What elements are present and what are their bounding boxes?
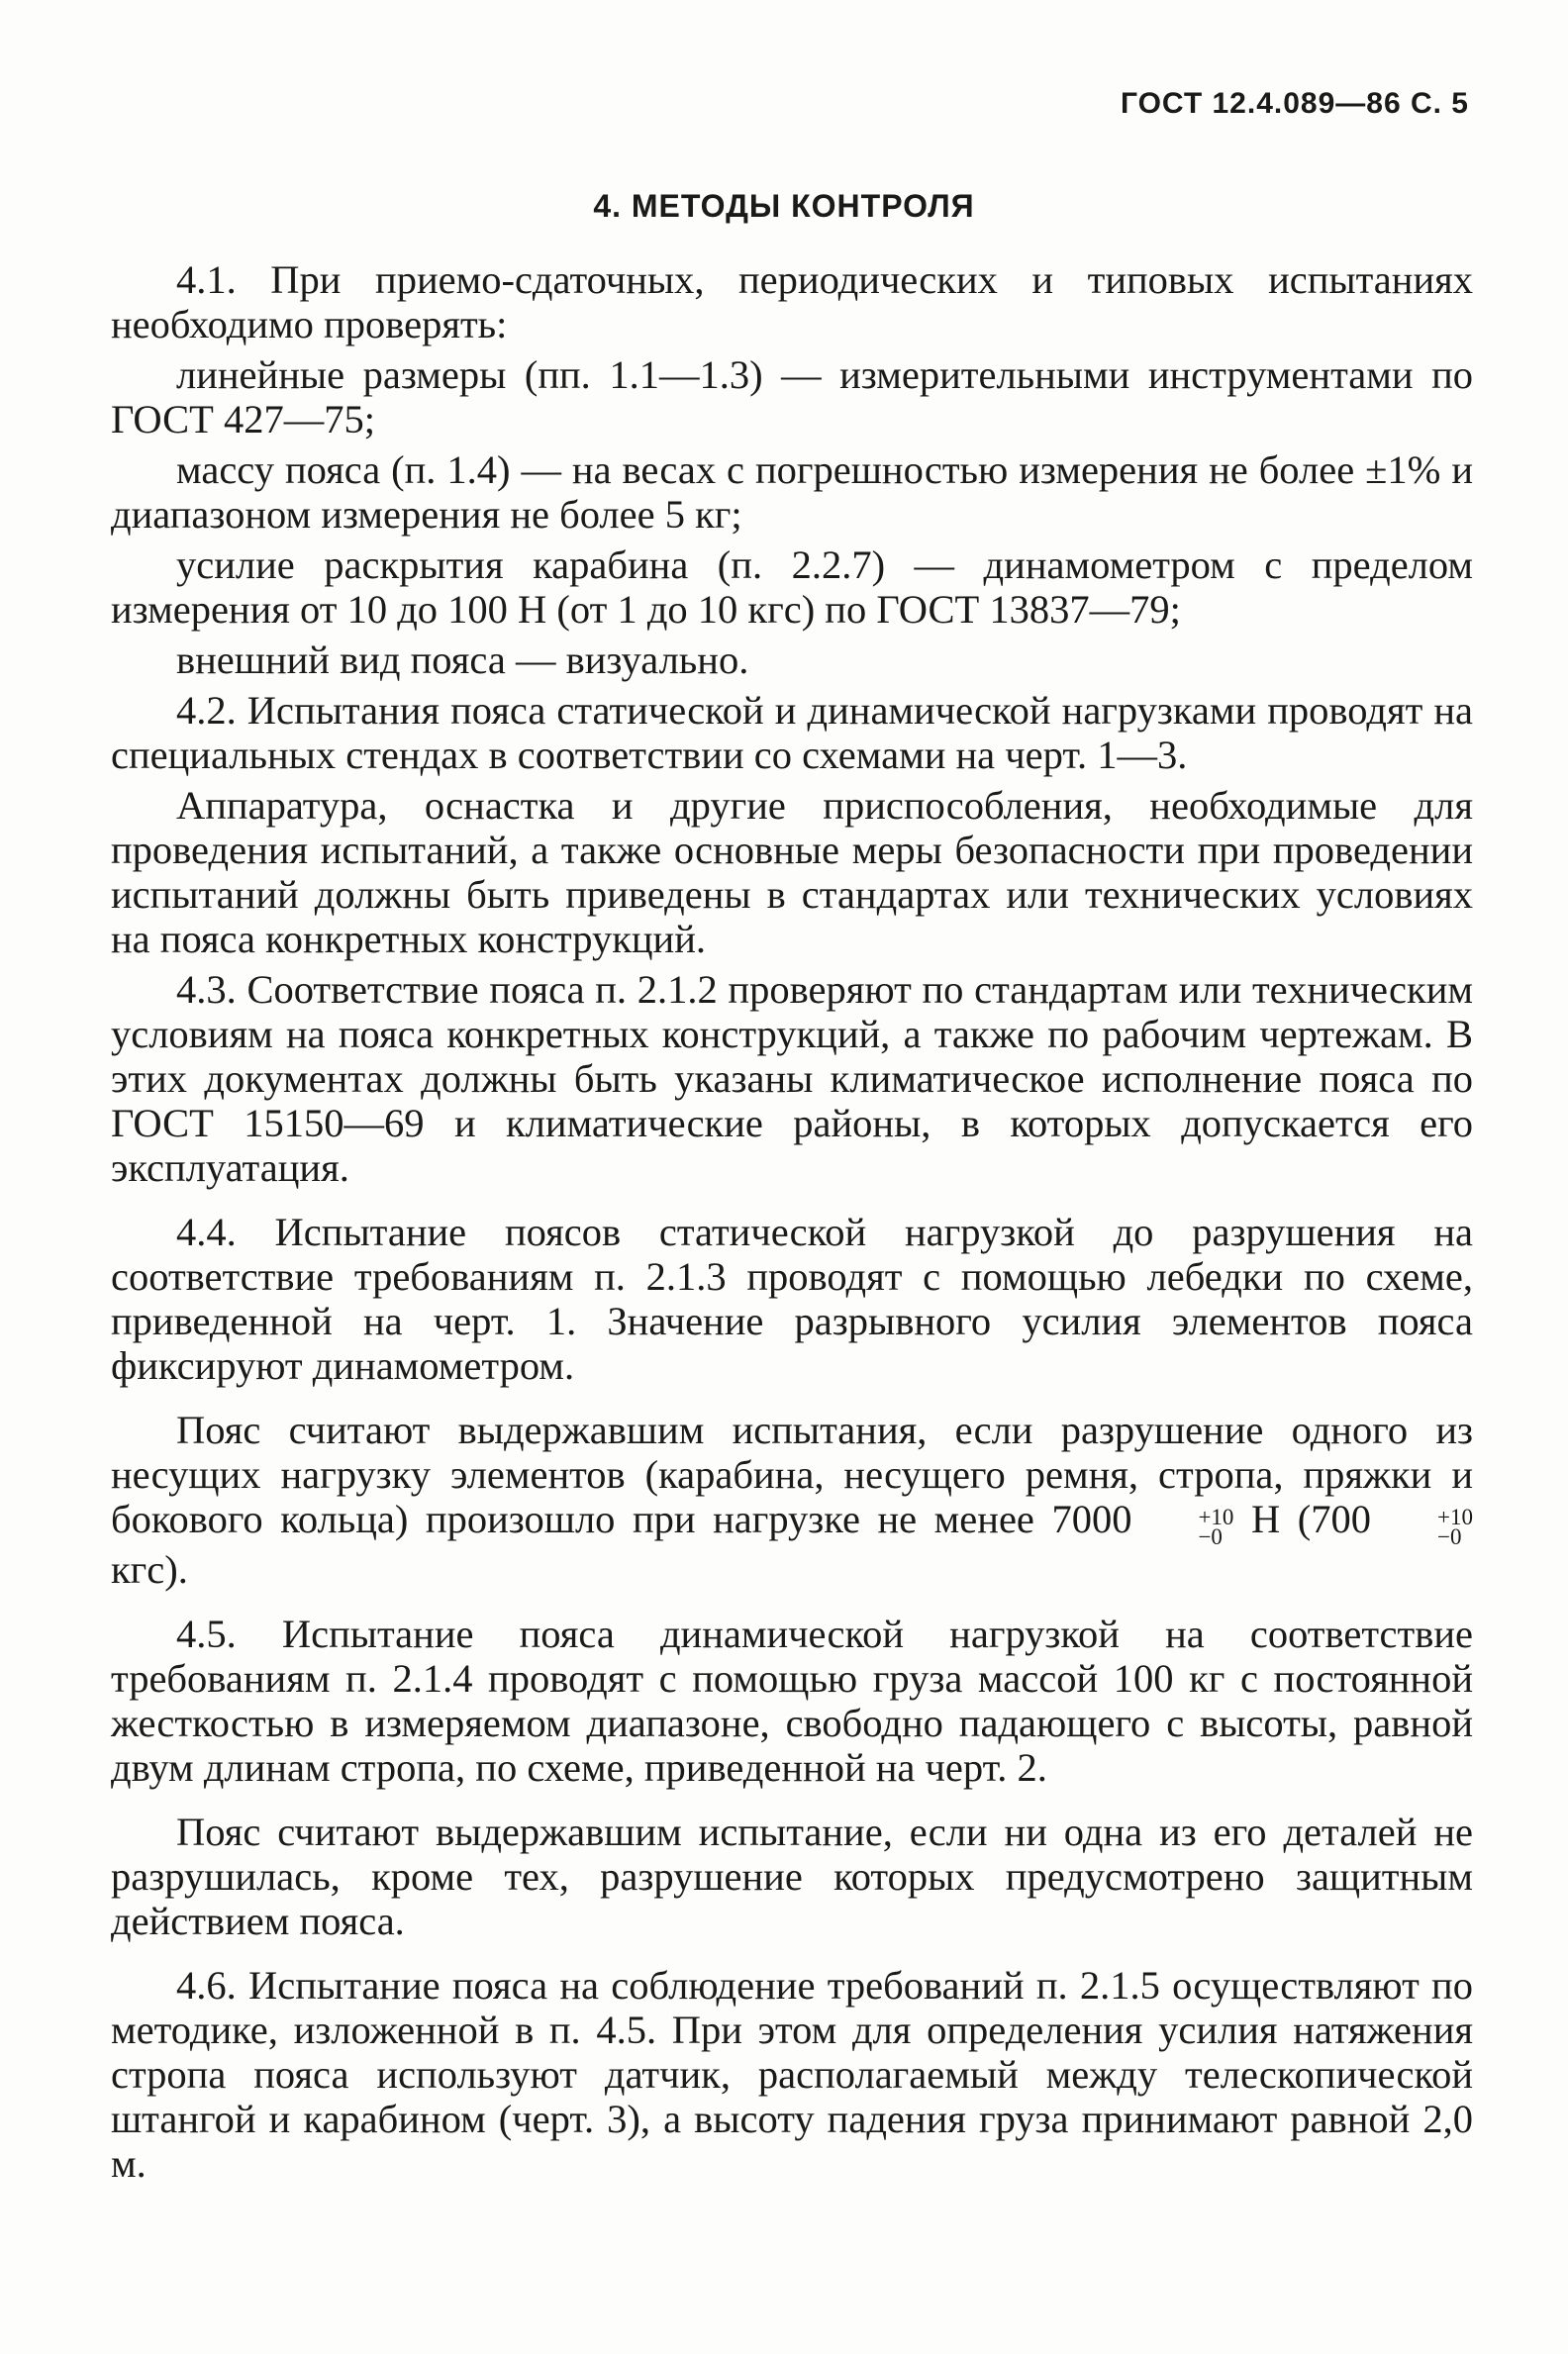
- paragraph-4-3: 4.3. Соответствие пояса п. 2.1.2 проверяют по стандартам или техническим условиям на пояса конкретных конструкций, а также по рабочим чертежам. В этих документах должны быть указаны климатическое исполнение пояса по ГОСТ 15150—69 и климатические районы, в которых допускается его эксплуатация.: [111, 967, 1473, 1190]
- criterion-text-post: кгс).: [111, 1547, 188, 1592]
- paragraph-4-5: 4.5. Испытание пояса динамической нагрузкой на соответствие требованиям п. 2.1.4 проводят с помощью груза массой 100 кг с постоянной жесткостью в измеряемом диапазоне, свободно падающего с высоты, равной двум длинам стропа, по схеме, приведенной на черт. 2.: [111, 1612, 1473, 1790]
- tolerance-2-lower: −0: [1437, 1524, 1462, 1549]
- paragraph-4-1: 4.1. При приемо-сдаточных, периодических и типовых испытаниях необходимо проверять:: [111, 257, 1473, 346]
- tolerance-1-lower: −0: [1198, 1524, 1223, 1549]
- tolerance-2: [1372, 1505, 1473, 1549]
- section-title: 4. МЕТОДЫ КОНТРОЛЯ: [593, 188, 975, 224]
- paragraph-4-1-linear-sizes: линейные размеры (пп. 1.1—1.3) — измерительными инструментами по ГОСТ 427—75;: [111, 352, 1473, 441]
- tolerance-2-upper: +10: [1437, 1505, 1473, 1529]
- paragraph-4-1-appearance: внешний вид пояса — визуально.: [176, 638, 749, 682]
- paragraph-4-4-criterion: [111, 1408, 1473, 1592]
- paragraph-4-1-carabiner-force: усилие раскрытия карабина (п. 2.2.7) — динамометром с пределом измерения от 10 до 100 Н (от 1 до 10 кгс) по ГОСТ 13837—79;: [111, 542, 1473, 632]
- tolerance-1-upper: +10: [1198, 1505, 1234, 1529]
- paragraph-4-2: 4.2. Испытания пояса статической и динамической нагрузками проводят на специальных стендах в соответствии со схемами на черт. 1—3.: [111, 688, 1473, 777]
- paragraph-4-1-mass: массу пояса (п. 1.4) — на весах с погрешностью измерения не более ±1% и диапазоном измерения не более 5 кг;: [111, 447, 1473, 537]
- paragraph-4-4: 4.4. Испытание поясов статической нагрузкой до разрушения на соответствие требованиям п. 2.1.3 проводят с помощью лебедки по схеме, приведенной на черт. 1. Значение разрывного усилия элементов пояса фиксируют динамометром.: [111, 1210, 1473, 1388]
- body-text: [111, 257, 1473, 2186]
- paragraph-4-6: 4.6. Испытание пояса на соблюдение требований п. 2.1.5 осуществляют по методике, изложенной в п. 4.5. При этом для определения усилия натяжения стропа пояса используют датчик, располагаемый между телескопической штангой и карабином (черт. 3), а высоту падения груза принимают равной 2,0 м.: [111, 1963, 1473, 2186]
- criterion-text-mid: Н (700: [1233, 1497, 1371, 1541]
- paragraph-4-2-equipment: Аппаратура, оснастка и другие приспособления, необходимые для проведения испытаний, а также основные меры безопасности при проведении испытаний должны быть приведены в стандартах или технических условиях на пояса конкретных конструкций.: [111, 783, 1473, 961]
- criterion-text-pre: Пояс считают выдержавшим испытания, если разрушение одного из несущих нагрузку элементов (карабина, несущего ремня, стропа, пряжки и бокового кольца) произошло при нагрузке не менее 7000: [111, 1408, 1473, 1541]
- tolerance-1: [1132, 1505, 1234, 1549]
- paragraph-4-5-criterion: Пояс считают выдержавшим испытание, если ни одна из его деталей не разрушилась, кроме тех, разрушение которых предусмотрено защитным действием пояса.: [111, 1810, 1473, 1943]
- page-header: ГОСТ 12.4.089—86 С. 5: [1120, 87, 1469, 120]
